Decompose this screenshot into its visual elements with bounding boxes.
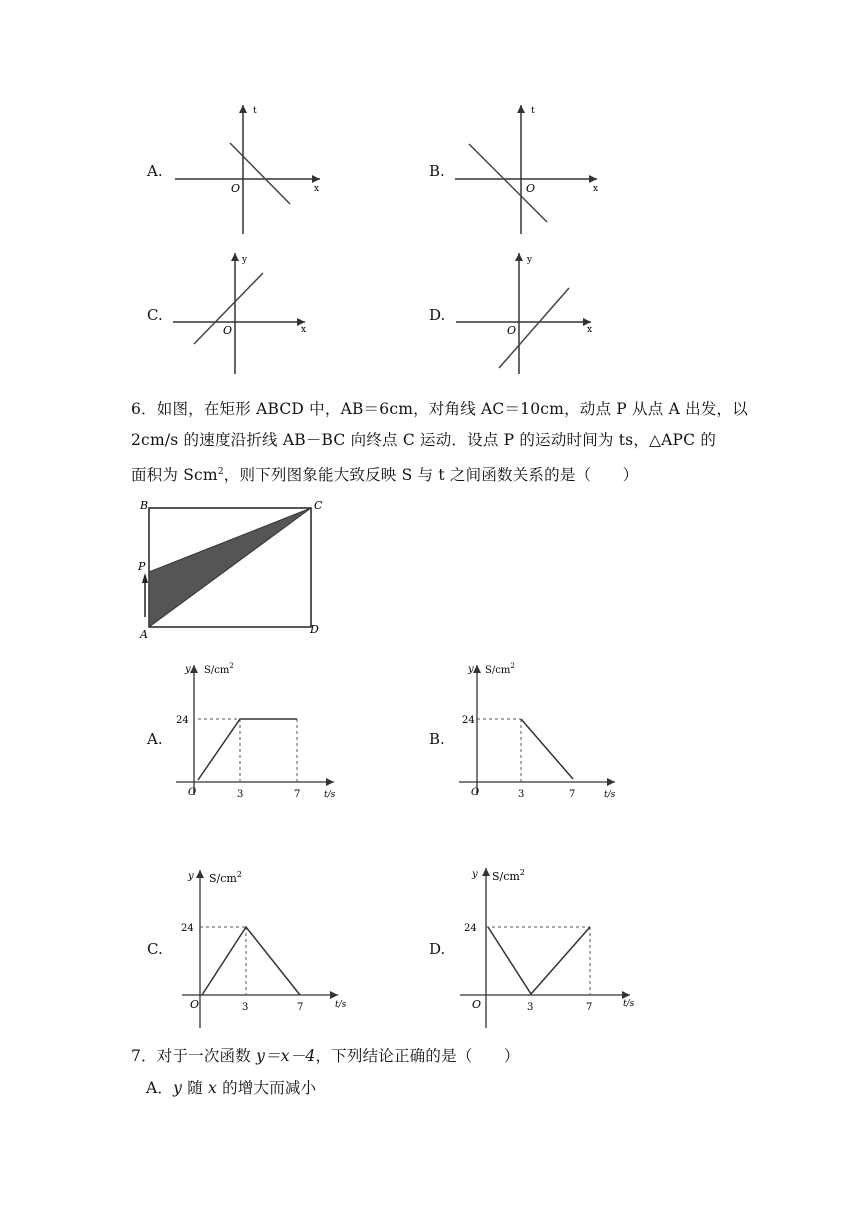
q5-d-yaxis: y [527, 255, 533, 265]
q5-option-a-label: A. [147, 162, 163, 180]
q7-stem [131, 1041, 520, 1071]
q6b-ylabel: y [468, 664, 474, 675]
q7-option-a [146, 1073, 316, 1103]
rectangle-figure [130, 495, 330, 645]
q6c-xlabel: t/s [335, 1000, 347, 1010]
q6d-tick-7: 7 [586, 1002, 593, 1013]
q6-line3-post: ，则下列图象能大致反映 S 与 t 之间函数关系的是（ ） [223, 466, 639, 485]
q5-graph-b [455, 100, 605, 240]
q6d-origin: O [472, 998, 482, 1011]
q6b-tick-3: 3 [518, 789, 525, 800]
q6-stem-line1: 6．如图，在矩形 ABCD 中，AB＝6cm，对角线 AC＝10cm，动点 P 从点 A 出发，以 [131, 400, 748, 418]
q7-stem-func: y＝x－4 [256, 1047, 316, 1065]
q6-graph-c [178, 862, 353, 1032]
fig-label-b: B [140, 499, 149, 512]
q6c-tick-7: 7 [297, 1002, 304, 1013]
q6c-tick-3: 3 [242, 1002, 249, 1013]
q5-option-c-label: C. [147, 306, 163, 324]
fig-label-a: A [140, 628, 148, 641]
q5-graph-a [175, 100, 325, 240]
q5-option-b-label: B. [429, 162, 445, 180]
q6-option-a-label: A. [147, 730, 163, 748]
q6d-unit: $S/cm^2$ [492, 868, 525, 883]
q6-option-c-label: C. [147, 940, 163, 958]
q7-stem-pre: 7．对于一次函数 [131, 1047, 257, 1065]
q6d-24: 24 [464, 923, 477, 934]
q6b-24: 24 [462, 715, 475, 726]
q6b-xlabel: t/s [604, 790, 616, 800]
q5-a-origin: O [231, 182, 241, 195]
q6-stem-line2: 2cm/s 的速度沿折线 AB－BC 向终点 C 运动．设点 P 的运动时间为 ts，△APC 的 [131, 431, 717, 449]
q6-option-d-label: D. [429, 940, 446, 958]
q5-a-xaxis: x [314, 184, 320, 194]
q5-a-yaxis: t [253, 106, 257, 116]
q6d-tick-3: 3 [527, 1002, 534, 1013]
q6a-origin: O [188, 787, 197, 798]
q7-option-a-mid: 随 [182, 1079, 209, 1097]
q6d-xlabel: t/s [623, 999, 635, 1009]
q6c-unit: $S/cm^2$ [209, 870, 242, 885]
q6a-tick-7: 7 [294, 789, 301, 800]
q6-line3-sup: 2 [217, 467, 224, 477]
q6c-ylabel: y [188, 871, 194, 882]
q6b-unit: $S/cm^2$ [485, 662, 515, 676]
q5-c-yaxis: y [242, 255, 248, 265]
q7-option-a-x: x [208, 1079, 217, 1097]
q5-c-origin: O [223, 324, 233, 337]
q6b-origin: O [471, 787, 480, 798]
q7-option-a-y: y [173, 1079, 183, 1097]
q5-option-d-label: D. [429, 306, 446, 324]
q6c-24: 24 [181, 923, 194, 934]
q6b-tick-7: 7 [569, 789, 576, 800]
q6a-ylabel: y [185, 664, 191, 675]
fig-label-d: D [310, 623, 319, 636]
fig-label-c: C [314, 499, 323, 512]
q5-b-xaxis: x [593, 184, 599, 194]
q6-graph-d [458, 860, 648, 1030]
q5-c-xaxis: x [301, 325, 307, 335]
q6-stem-line3 [131, 457, 791, 490]
q6-graph-b [457, 655, 632, 805]
q7-option-a-label: A． [146, 1079, 174, 1097]
q5-graph-c [170, 250, 320, 380]
q6a-unit: $S/cm^2$ [204, 662, 234, 676]
q5-graph-d [453, 250, 603, 380]
q6-graph-a [172, 655, 347, 805]
q6-option-b-label: B. [429, 730, 445, 748]
q6c-origin: O [190, 998, 200, 1011]
q6-line3-pre: 面积为 Scm [131, 466, 218, 485]
q7-option-a-post: 的增大而减小 [216, 1079, 317, 1097]
q5-b-yaxis: t [531, 106, 535, 116]
q5-d-origin: O [507, 324, 517, 337]
fig-label-p: P [138, 560, 146, 573]
q6a-xlabel: t/s [324, 790, 336, 800]
q7-stem-post: ，下列结论正确的是（ ） [315, 1047, 520, 1065]
q5-d-xaxis: x [587, 325, 593, 335]
q5-b-origin: O [526, 182, 536, 195]
q6a-tick-3: 3 [237, 789, 244, 800]
q6d-ylabel: y [472, 869, 478, 880]
q6a-24: 24 [176, 715, 189, 726]
